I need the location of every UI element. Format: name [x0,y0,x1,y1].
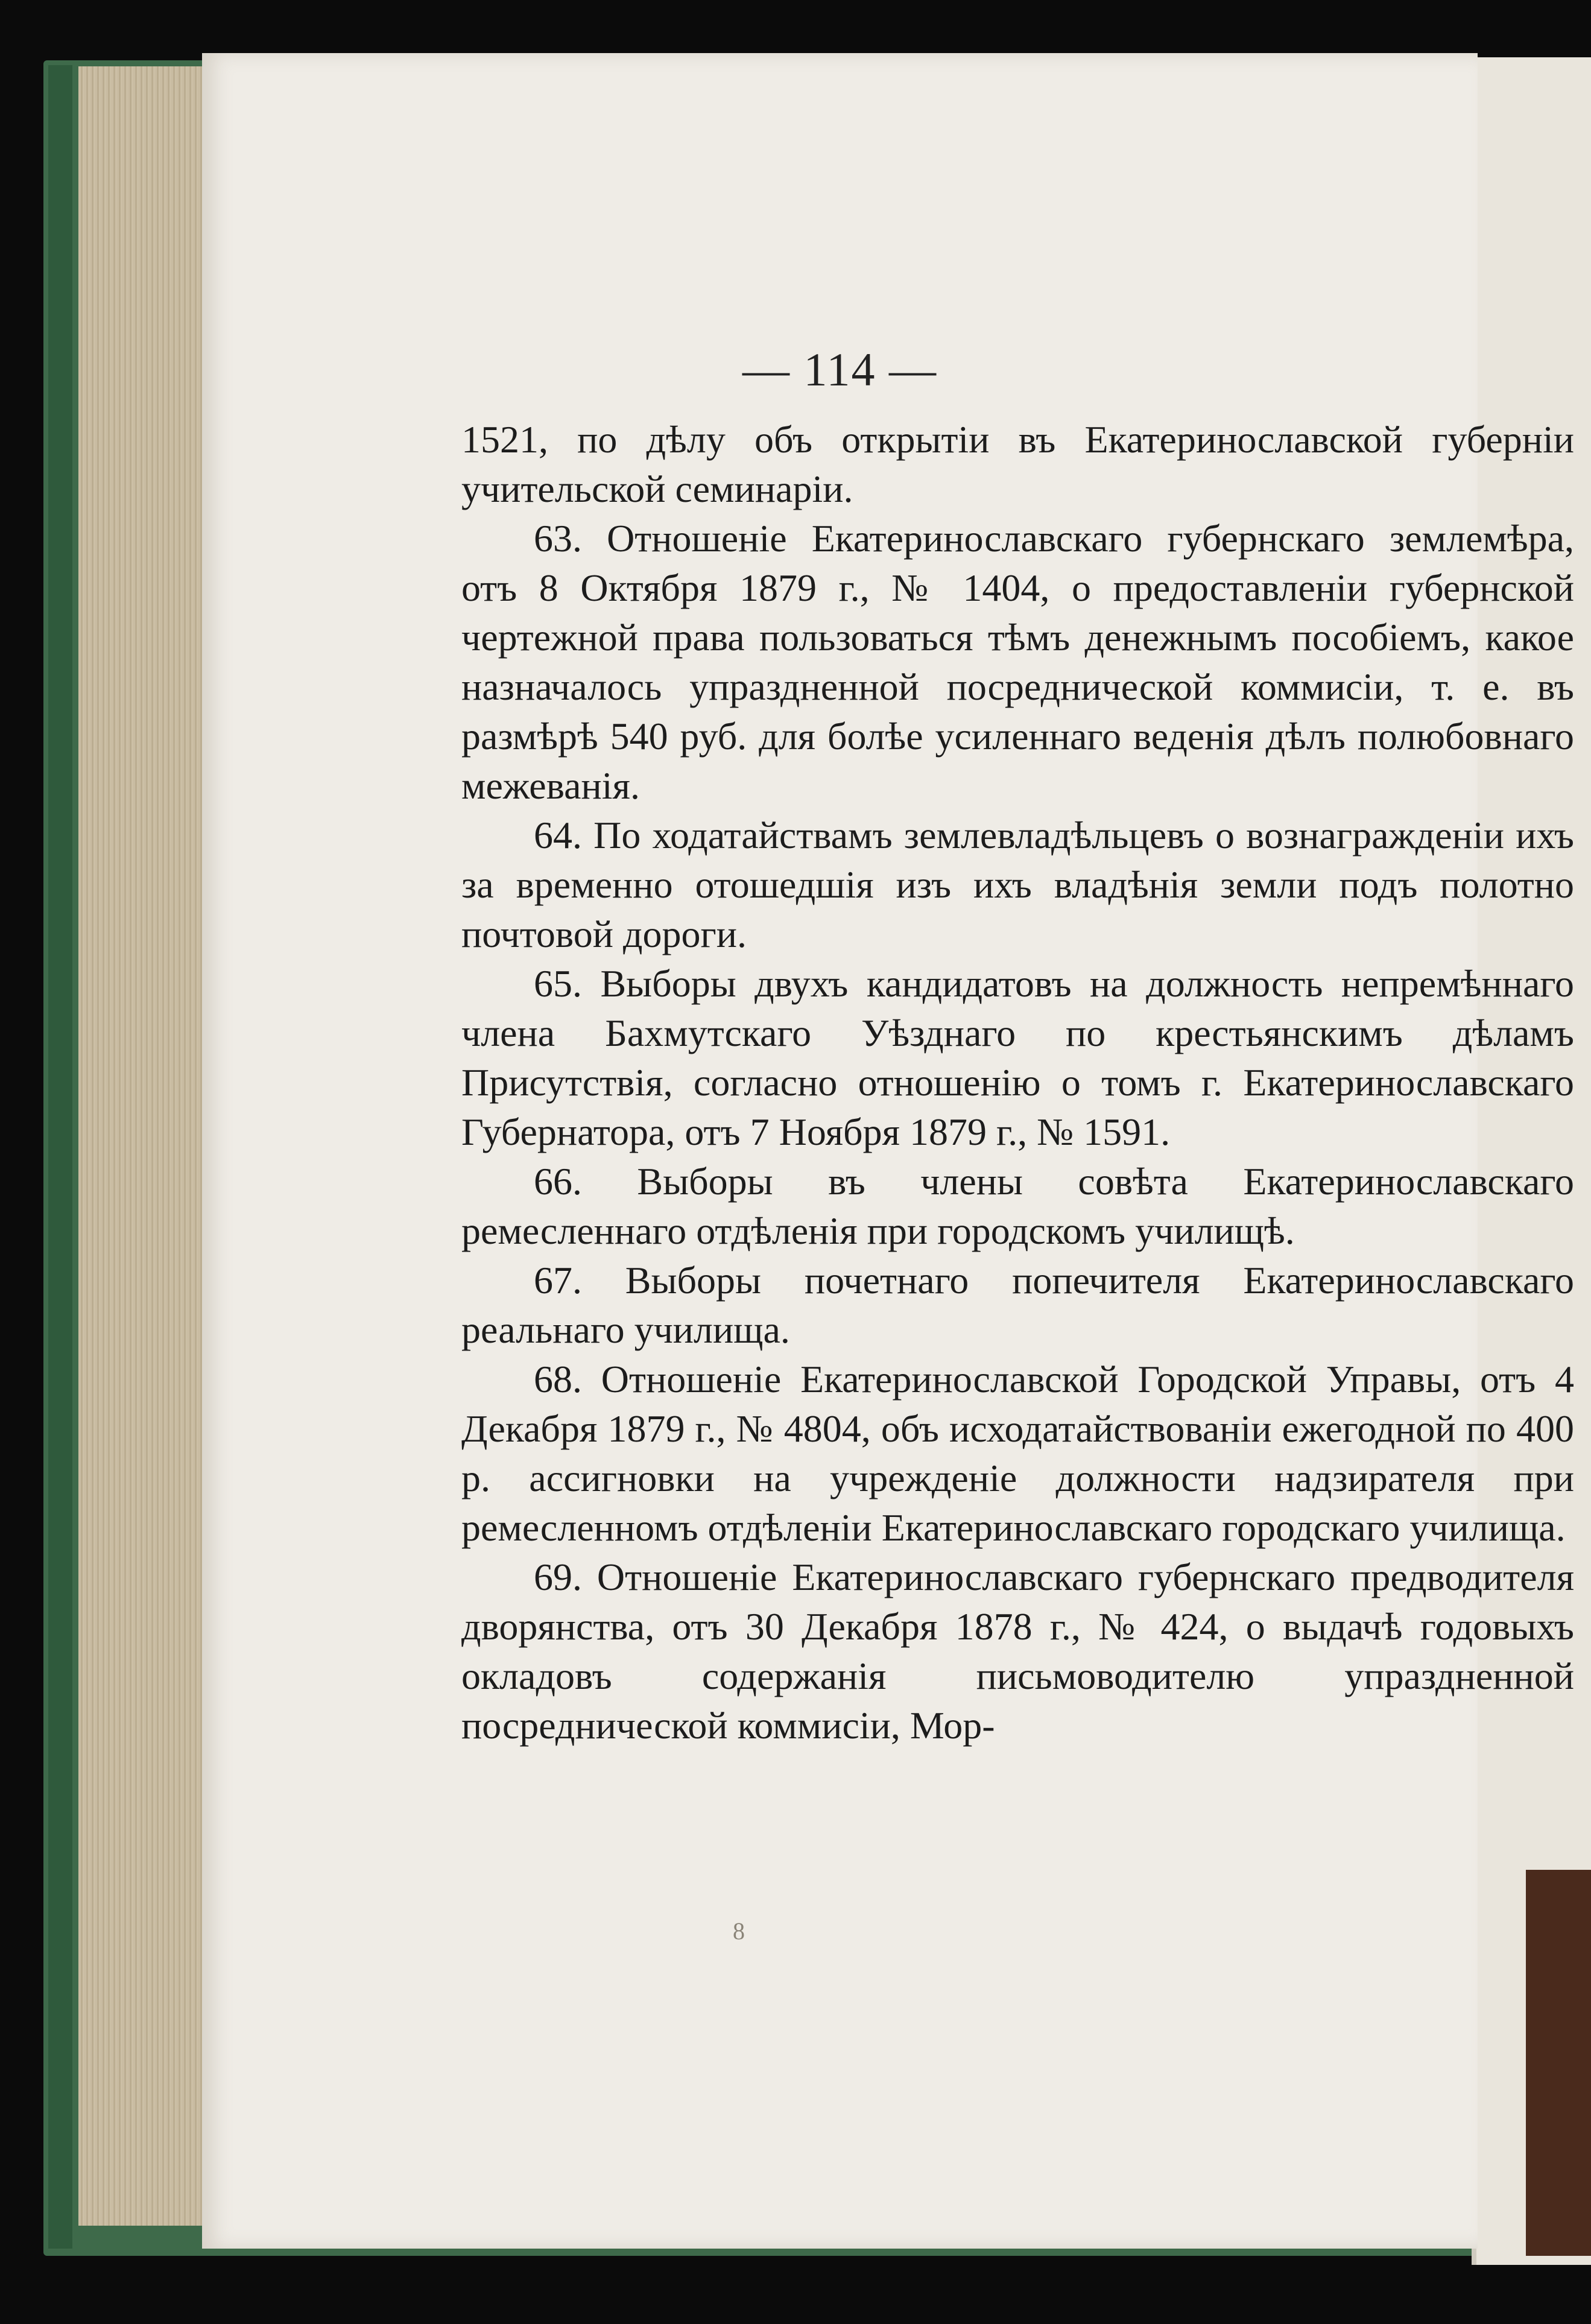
page-edges [78,66,205,2226]
paragraph-item-66: 66. Выборы въ члены совѣта Екатеринославскаго ремесленнаго отдѣленія при городскомъ училищѣ. [461,1160,1574,1252]
facing-cover-corner [1526,1870,1591,2256]
paragraph-item-68: 68. Отношеніе Екатеринославской Городской Управы, отъ 4 Декабря 1879 г., № 4804, объ исходатайствованіи ежегодной по 400 р. ассигновки на учрежденіе должности надзирателя при ремесленномъ отдѣленіи Екатеринославскаго городскаго училища. [461,1358,1574,1549]
paragraph-item-63: 63. Отношеніе Екатеринославскаго губернскаго землемѣра, отъ 8 Октября 1879 г., № 1404, о предоставленіи губернской чертежной права пользоваться тѣмъ денежнымъ пособіемъ, какое назначалось упраздненной посреднической коммисіи, т. е. въ размѣрѣ 540 руб. для болѣе усиленнаго веденія дѣлъ полюбовнаго межеванія. [461,517,1574,807]
paragraph-item-65: 65. Выборы двухъ кандидатовъ на должность непремѣннаго члена Бахмутскаго Уѣзднаго по крестьянскимъ дѣламъ Присутствія, согласно отношенію о томъ г. Екатеринославскаго Губернатора, отъ 7 Ноября 1879 г., № 1591. [461,962,1574,1153]
paragraph-item-64: 64. По ходатайствамъ землевладѣльцевъ о вознагражденіи ихъ за временно отошедшія изъ ихъ владѣнія земли подъ полотно почтовой дороги. [461,814,1574,955]
paragraph-item-67: 67. Выборы почетнаго попечителя Екатеринославскаго реальнаго училища. [461,1259,1574,1351]
cover-spine-edge [48,65,72,2249]
printer-signature-mark: 8 [733,1917,745,1945]
paragraph-continuation: 1521, по дѣлу объ открытіи въ Екатеринославской губерніи учительской семинаріи. [461,418,1574,510]
paragraph-item-69: 69. Отношеніе Екатеринославскаго губернскаго предводителя дворянства, отъ 30 Декабря 1878 г., № 424, о выдачѣ годовыхъ окладовъ содержанія письмоводителю упраздненной посреднической коммисіи, Мор- [461,1556,1574,1747]
book-page [202,53,1574,2249]
body-text [461,415,1574,1750]
page-number: — 114 — [742,343,938,396]
